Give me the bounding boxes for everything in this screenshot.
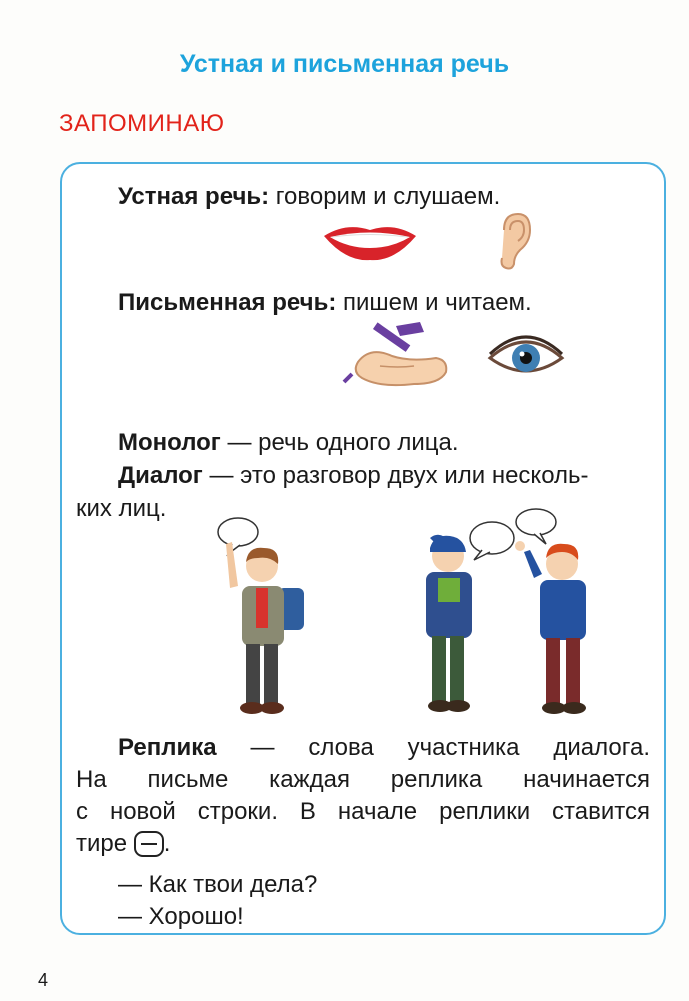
replica-line-3: с новой строки. В начале реплики ставится <box>76 798 650 825</box>
written-speech-term: Письменная речь: <box>118 289 337 316</box>
replica-line-4 <box>76 828 650 860</box>
writing-hand-icon <box>340 322 450 388</box>
replica-line-4-suffix: . <box>163 830 171 857</box>
dialogue-definition-continued: ких лиц. <box>76 495 167 522</box>
dialogue-term: Диалог <box>118 462 203 489</box>
dash-symbol-icon <box>134 831 164 857</box>
monologue-definition: — речь одного лица. <box>220 429 459 456</box>
ear-icon <box>496 212 532 272</box>
dialogue-line <box>118 461 589 490</box>
replica-definition: — слова участника диалога. <box>216 734 650 761</box>
example-line-2: — Хорошо! <box>118 903 244 930</box>
speech-bubble-icon <box>516 509 556 544</box>
section-label: ЗАПОМИНАЮ <box>59 110 225 137</box>
two-boys-talking-illustration <box>416 508 612 720</box>
page-number: 4 <box>38 970 49 990</box>
oral-speech-line <box>118 182 500 211</box>
eye-icon <box>486 332 566 382</box>
oral-speech-term: Устная речь: <box>118 183 270 210</box>
example-line-1: — Как твои дела? <box>118 871 318 898</box>
dialogue-definition: — это разговор двух или несколь- <box>202 462 589 489</box>
oral-speech-definition: говорим и слушаем. <box>269 183 501 210</box>
boy-with-backpack-illustration <box>212 516 312 722</box>
speech-bubble-icon <box>218 518 258 554</box>
replica-line-2: На письме каждая реплика начинается <box>76 766 650 793</box>
monologue-line <box>118 428 459 457</box>
speech-bubble-icon <box>470 522 514 560</box>
mouth-icon <box>322 222 418 262</box>
written-speech-line <box>118 288 532 317</box>
replica-paragraph <box>76 732 650 860</box>
page-title: Устная и письменная речь <box>179 50 510 78</box>
monologue-term: Монолог <box>118 429 221 456</box>
replica-line-4-prefix: тире <box>76 830 134 857</box>
written-speech-definition: пишем и читаем. <box>336 289 532 316</box>
replica-term: Реплика <box>118 734 217 761</box>
replica-line-1 <box>76 732 650 764</box>
